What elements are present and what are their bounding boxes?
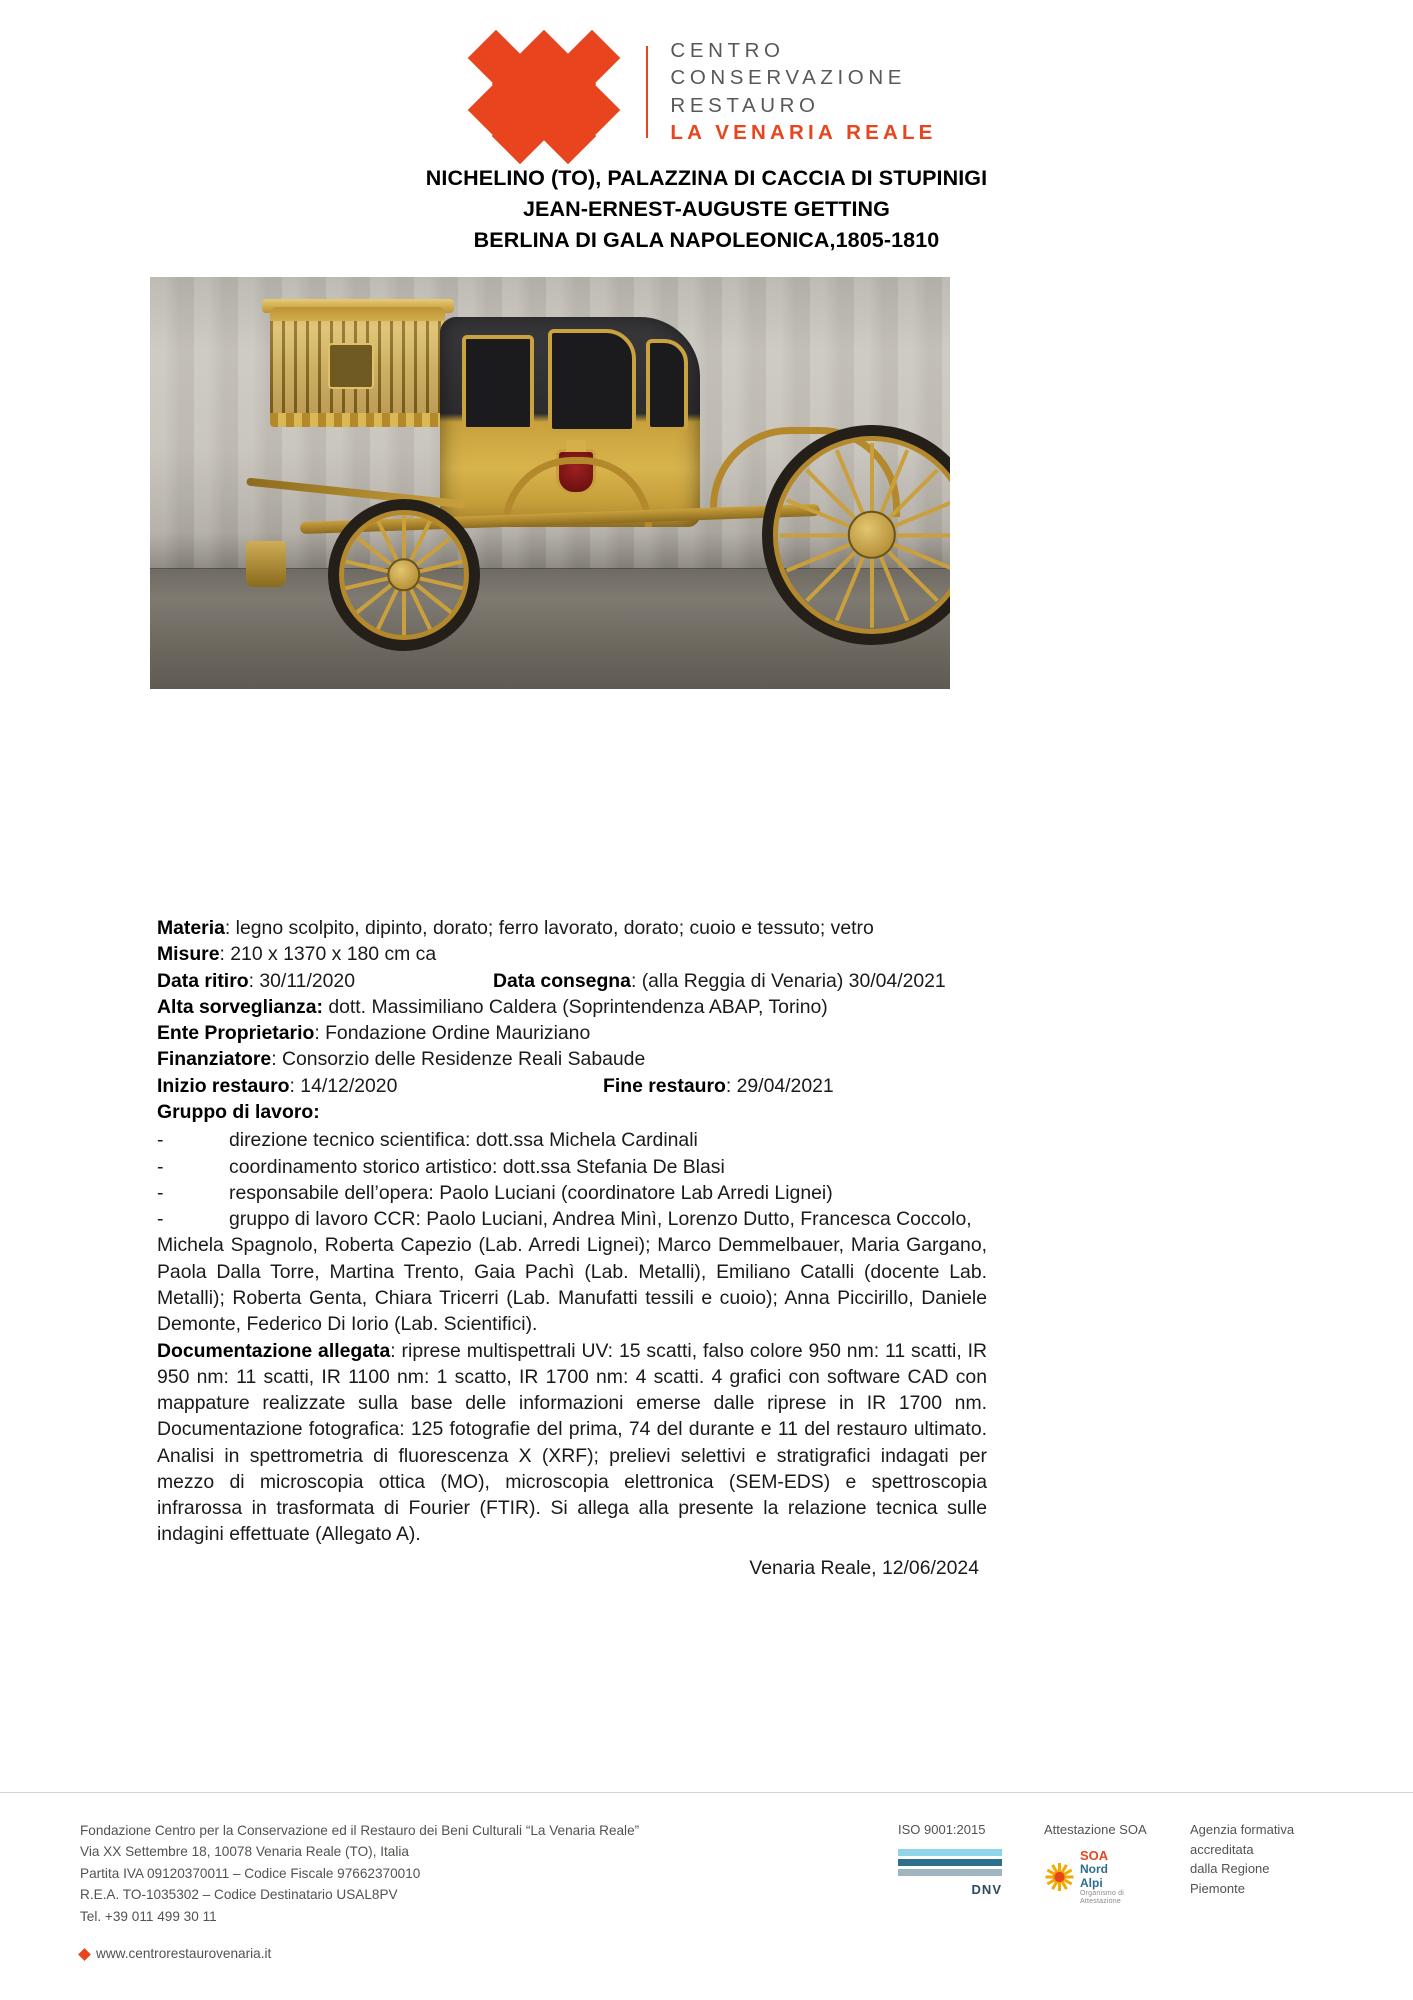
dnv-bars-icon: [898, 1849, 1002, 1876]
footer-vat: Partita IVA 09120370011 – Codice Fiscale 97662370010: [80, 1865, 421, 1881]
field-inizio-restauro: [157, 1073, 603, 1099]
logo-line-brand: LA VENARIA REALE: [670, 121, 937, 144]
field-fine-restauro: [603, 1073, 987, 1099]
field-gruppo-di-lavoro: [157, 1099, 987, 1125]
footer-org-name: Fondazione Centro per la Conservazione ed il Restauro dei Beni Culturali “La Venaria Reale”: [80, 1823, 640, 1838]
field-alta-sorveglianza: [157, 994, 987, 1020]
agenzia-line-4: Piemonte: [1190, 1880, 1245, 1896]
team-ccr-first-line: gruppo di lavoro CCR: Paolo Luciani, Andrea Minì, Lorenzo Dutto, Francesca Coccolo,: [229, 1208, 972, 1231]
field-documentazione-value: : riprese multispettrali UV: 15 scatti, falso colore 950 nm: 11 scatti, IR 950 nm: 11 scatti, IR 1100 nm: 1 scatto, IR 1700 nm: 4 scatti. 4 grafici con software CAD con mappature realizzate sulla base delle informazioni emerse dalle riprese in IR 1700 nm. Documentazione fotografica: 125 fotografie del prima, 74 del durante e 11 del restauro ultimato. Analisi in spettrometria di fluorescenza X (XRF); prelievi selettivi e stratigrafici indagati per mezzo di microscopia ottica (MO), microscopia elettronica (SEM-EDS) e spettroscopia infrarossa in trasformata di Fourier (FTIR). Si allega alla presente la relazione tecnica sulle indagini effettuate (Allegato A).: [157, 1339, 987, 1546]
diamond-pattern-icon: [476, 38, 620, 146]
footer-address: Via XX Settembre 18, 10078 Venaria Reale (TO), Italia: [80, 1844, 409, 1860]
logo-divider: [646, 46, 648, 138]
field-ente-proprietario: [157, 1020, 987, 1046]
footer-rea: R.E.A. TO-1035302 – Codice Destinatario USAL8PV: [80, 1887, 398, 1903]
list-item: [157, 1154, 987, 1180]
field-misure-label: Misure: [157, 943, 220, 966]
logo-line-conservazione: CONSERVAZIONE: [670, 66, 907, 89]
team-item-label: coordinamento storico artistico: dott.ssa Stefania De Blasi: [229, 1155, 725, 1178]
field-fine-label: Fine restauro: [603, 1074, 726, 1097]
list-item: [157, 1180, 987, 1206]
diamond-bullet-icon: [78, 1948, 91, 1961]
field-documentazione-label: Documentazione allegata: [157, 1339, 391, 1362]
field-data-ritiro-label: Data ritiro: [157, 969, 249, 992]
footer-divider: [0, 1792, 1413, 1793]
field-misure-value: : 210 x 1370 x 180 cm ca: [219, 943, 437, 966]
field-misure: [157, 941, 987, 967]
field-finanziatore-value: : Consorzio delle Residenze Reali Sabaude: [271, 1048, 646, 1071]
sun-icon: [1044, 1862, 1074, 1892]
field-data-ritiro: [157, 968, 493, 994]
organization-logo: [0, 38, 1413, 146]
field-fine-value: : 29/04/2021: [725, 1074, 834, 1097]
team-item-label: direzione tecnico scientifica: dott.ssa Michela Cardinali: [229, 1129, 698, 1152]
signoff-place-date: Venaria Reale, 12/06/2024: [749, 1556, 979, 1579]
field-materia-label: Materia: [157, 917, 225, 939]
soa-line-1: SOA: [1080, 1847, 1109, 1863]
team-item-label: responsabile dell’opera: Paolo Luciani (coordinatore Lab Arredi Lignei): [229, 1181, 833, 1204]
field-finanziatore-label: Finanziatore: [157, 1048, 272, 1071]
dnv-label: DNV: [971, 1881, 1002, 1897]
title-line-3: BERLINA DI GALA NAPOLEONICA,1805-1810: [473, 228, 940, 253]
soa-caption: Attestazione SOA: [1044, 1822, 1147, 1837]
field-alta-sorveglianza-value: dott. Massimiliano Caldera (Soprintendenza ABAP, Torino): [322, 995, 828, 1018]
field-ente-label: Ente Proprietario: [157, 1022, 315, 1045]
soa-line-3: Alpi: [1080, 1875, 1103, 1890]
footer-contact-block: [80, 1820, 639, 1965]
soa-line-2: Nord: [1080, 1862, 1108, 1877]
field-alta-sorveglianza-label: Alta sorveglianza:: [157, 995, 323, 1018]
field-data-ritiro-value: : 30/11/2020: [248, 969, 355, 992]
field-inizio-label: Inizio restauro: [157, 1074, 290, 1097]
team-ccr-continuation: Michela Spagnolo, Roberta Capezio (Lab. Arredi Lignei); Marco Demmelbauer, Maria Gargano, Paola Dalla Torre, Martina Trento, Gaia Pachì (Lab. Metalli), Emiliano Catalli (docente Lab. Metalli); Roberta Genta, Chiara Tricerri (Lab. Manufatti tessili e cuoio); Anna Piccirillo, Daniele Demonte, Federico Di Iorio (Lab. Scientifici).: [157, 1234, 987, 1336]
footer-website-label: www.centrorestaurovenaria.it: [96, 1946, 272, 1962]
list-item: [157, 1127, 987, 1153]
artwork-photograph: [150, 277, 950, 689]
dnv-logo: [898, 1849, 1002, 1897]
agenzia-line-1: Agenzia formativa: [1190, 1822, 1295, 1837]
bullet-dash: -: [157, 1129, 164, 1152]
title-line-2: JEAN-ERNEST-AUGUSTE GETTING: [522, 197, 891, 222]
footer-website-link[interactable]: [80, 1943, 639, 1964]
soa-logo: [1044, 1849, 1164, 1906]
field-documentazione-allegata: [157, 1338, 987, 1548]
logo-line-restauro: RESTAURO: [670, 93, 820, 117]
logo-line-centro: CENTRO: [670, 38, 785, 62]
field-gruppo-colon: :: [313, 1100, 320, 1123]
field-date-row: [157, 968, 987, 994]
page-footer: [80, 1820, 1340, 1965]
page-title: [0, 163, 1413, 257]
field-data-consegna-value: : (alla Reggia di Venaria) 30/04/2021: [630, 969, 946, 992]
rear-wheel: [762, 425, 950, 645]
field-materia: [157, 915, 987, 941]
field-inizio-value: : 14/12/2020: [289, 1074, 398, 1097]
soa-line-4: Organismo di Attestazione: [1080, 1889, 1125, 1905]
field-gruppo-label: Gruppo di lavoro: [157, 1100, 314, 1123]
team-list: [157, 1127, 987, 1337]
record-details: [157, 915, 987, 1581]
field-data-consegna-label: Data consegna: [493, 969, 631, 992]
front-wheel: [328, 499, 480, 651]
agenzia-line-2: accreditata: [1190, 1841, 1254, 1857]
footer-certifications: [898, 1820, 1340, 1906]
bullet-dash: -: [157, 1208, 164, 1231]
iso-caption: ISO 9001:2015: [898, 1822, 986, 1837]
field-finanziatore: [157, 1046, 987, 1072]
field-materia-value: : legno scolpito, dipinto, dorato; ferro lavorato, dorato; cuoio e tessuto; vetro: [224, 917, 874, 939]
title-line-1: NICHELINO (TO), PALAZZINA DI CACCIA DI STUPINIGI: [425, 166, 988, 190]
certification-soa: [1044, 1820, 1164, 1906]
bullet-dash: -: [157, 1155, 164, 1178]
list-item: [157, 1206, 987, 1232]
field-ente-value: : Fondazione Ordine Mauriziano: [314, 1022, 591, 1045]
field-restoration-dates-row: [157, 1073, 987, 1099]
bullet-dash: -: [157, 1181, 164, 1204]
footer-telephone: Tel. +39 011 499 30 11: [80, 1908, 217, 1924]
field-data-consegna: [493, 968, 987, 994]
agenzia-line-3: dalla Regione: [1190, 1861, 1270, 1876]
carriage-illustration: [150, 277, 950, 689]
certification-iso: [898, 1820, 1018, 1897]
certification-agenzia-formativa: [1190, 1820, 1340, 1898]
